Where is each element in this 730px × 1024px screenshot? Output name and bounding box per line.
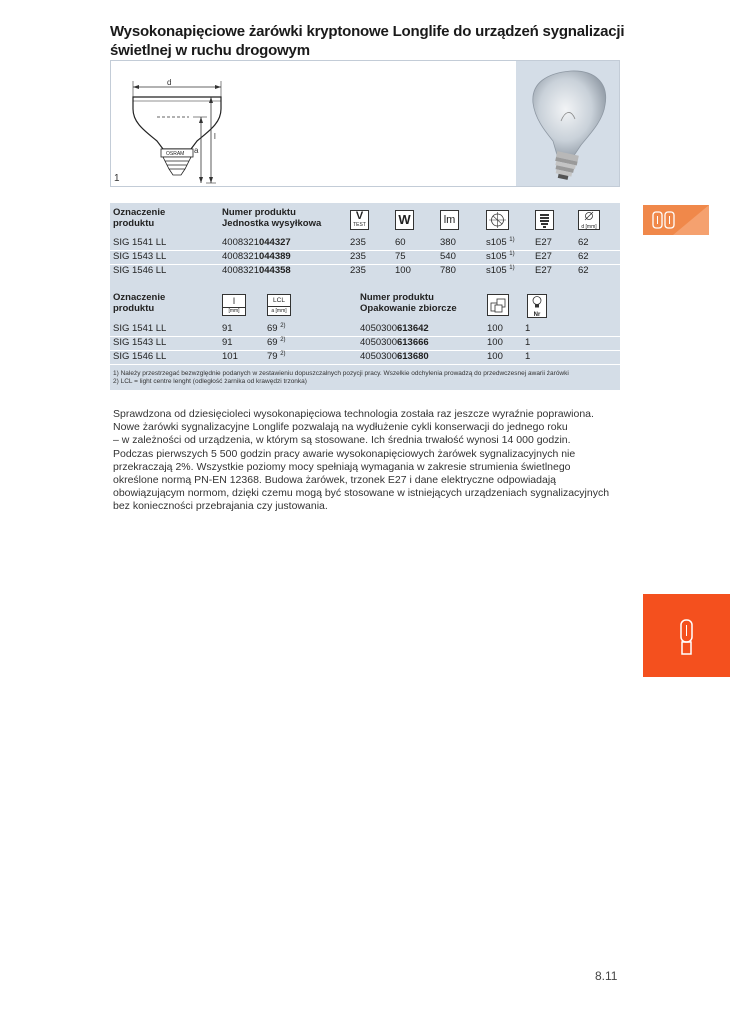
footnote-2: 2) LCL = light centre lenght (odległość żarnika od krawędzi trzonka): [113, 378, 307, 385]
description-text: Sprawdzona od dziesięcioleci wysokonapięciowa technologia została raz jeszcze wyraźnie poprawiona. Nowe żarówki sygnalizacyjne Longlife pozwalają na wydłużenie cykli konserwacji do jednego roku – w zależności od urządzenia, w którym są stosowane. Ich średnia trwałość wynosi 14 000 godzin. Podczas pierwszych 5 500 godzin pracy awarie wysokonapięciowych żarówek sygnalizacyjnych nie przekraczają 2%. Wszystkie poziomy mocy spełniają wymagania w zakresie strumienia świetlnego określone normą PN-EN 12368. Budowa żarówek, trzonek E27 i dane elektryczne odpowiadają obowiązującym normom, dzięki czemu mogą być stosowane w istniejących urządzeniach sygnalizacyjnych bez konieczności przebrajania czy justowania.: [113, 408, 610, 513]
length-icon: l [mm]: [222, 294, 246, 316]
product-figure: [110, 60, 620, 187]
traffic-lamp-icon: [643, 205, 709, 235]
base-type-icon: [535, 210, 554, 230]
page-title: Wysokonapięciowe żarówki kryptonowe Longlife do urządzeń sygnalizacji świetlnej w ruchu drogowym: [110, 23, 625, 59]
dim-a-label: a: [194, 146, 199, 155]
lamp-brand-text: OSRAM: [166, 151, 185, 157]
lamp-count-icon: Nr: [527, 294, 547, 318]
voltage-test-icon: V TEST: [350, 210, 369, 230]
burning-position-icon: [486, 210, 509, 230]
table-row: SIG 1543 LL 4008321044389 235 75 540 s105 $^{1)}$ E27 62: [110, 250, 620, 265]
table-row: SIG 1543 LL 91 69 $^{2)}$ 4050300613666 100 1: [110, 336, 620, 351]
specification-table: [110, 203, 620, 390]
packaging-icon: [487, 294, 509, 316]
table-row: SIG 1546 LL 101 79 $^{2)}$ 4050300613680 100 1: [110, 350, 620, 365]
signal-lamp-icon: [643, 594, 730, 677]
col-header-designation-2: Oznaczenie produktu: [113, 292, 166, 314]
lamp-photo: [517, 61, 619, 186]
lumen-icon: lm: [440, 210, 459, 230]
figure-number: 1: [114, 173, 120, 184]
col-header-product-number-2: Numer produktu Opakowanie zbiorcze: [360, 292, 457, 314]
table-row: SIG 1541 LL 4008321044327 235 60 380 s105 $^{1)}$ E27 62: [110, 236, 620, 251]
page-number: 8.11: [595, 969, 618, 983]
dim-d-label: d: [167, 78, 172, 87]
table-row: SIG 1546 LL 4008321044358 235 100 780 s105 $^{1)}$ E27 62: [113, 265, 589, 277]
dimension-drawing-area: [111, 61, 516, 186]
dim-l-label: l: [214, 132, 216, 141]
col-header-designation: Oznaczenie produktu: [113, 207, 166, 229]
footnote-1: 1) Należy przestrzegać bezwzględnie podanych w zestawieniu dopuszczalnych pozycji pracy. Wszelkie odchylenia prowadzą do przedwczesnej awarii żarówki: [113, 370, 569, 377]
table-row: SIG 1541 LL 91 69 $^{2)}$ 4050300613642 100 1: [110, 322, 620, 337]
lamp-dimension-drawing: [111, 61, 311, 186]
footnotes: [113, 370, 569, 386]
watt-icon: W: [395, 210, 414, 230]
category-tab-signal-lamps[interactable]: [643, 594, 730, 677]
category-tab-traffic-lamps[interactable]: [643, 205, 709, 235]
diameter-icon: d [mm]: [578, 210, 600, 230]
col-header-product-number: Numer produktu Jednostka wysyłkowa: [222, 207, 322, 229]
light-centre-length-icon: LCL a [mm]: [267, 294, 291, 316]
